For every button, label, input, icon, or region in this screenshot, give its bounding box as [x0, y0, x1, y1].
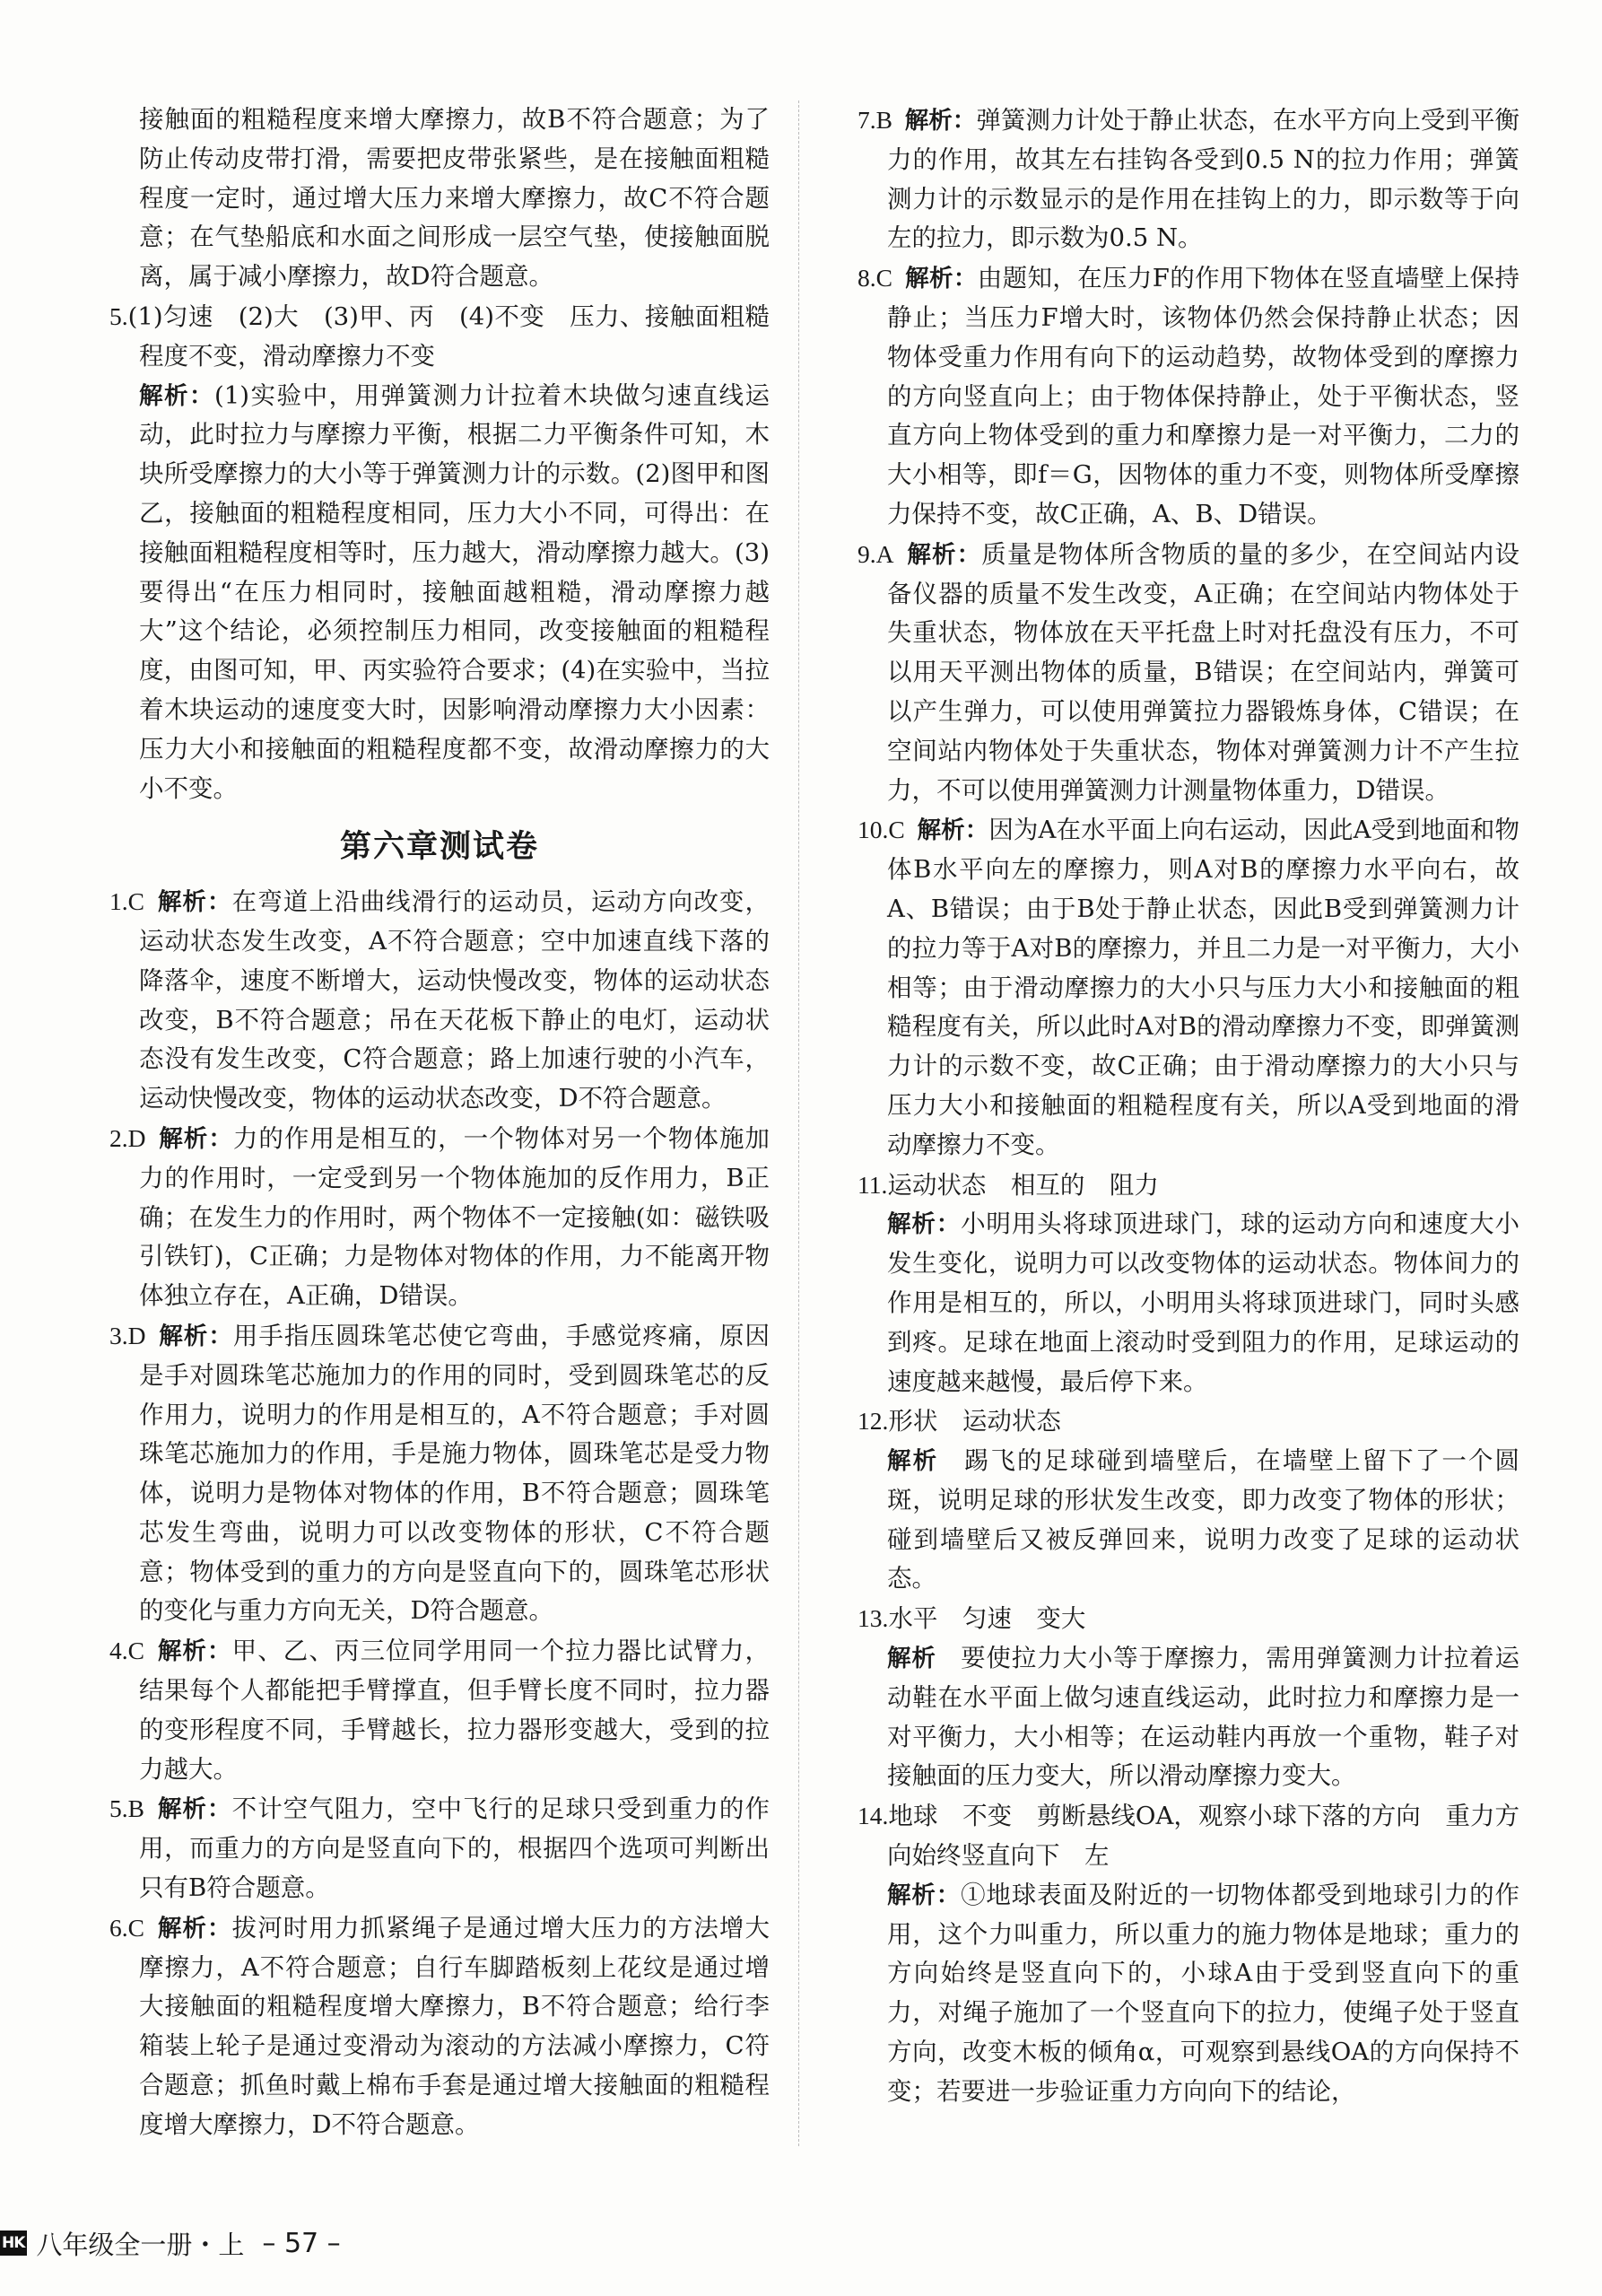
analysis-text: 踢飞的足球碰到墙壁后，在墙壁上留下了一个圆斑，说明足球的形状发生改变，即力改变了物体的形状；碰到墙壁后又被反弹回来，说明力改变了足球的运动状态。	[887, 1446, 1520, 1593]
right-column	[858, 100, 1519, 2112]
question-number: 12.	[858, 1407, 889, 1436]
question-number: 8.C	[858, 264, 892, 292]
left-answer-list	[109, 882, 770, 2145]
analysis-label: 解析	[887, 1645, 962, 1673]
question-number: 6.C	[109, 1913, 144, 1942]
answer-item	[109, 882, 770, 1119]
analysis-label: 解析：	[887, 1881, 962, 1909]
analysis-text: 不计空气阻力，空中飞行的足球只受到重力的作用，而重力的方向是竖直向下的，根据四个选项可判断出只有B符合题意。	[139, 1794, 771, 1903]
question-number: 11.	[858, 1170, 888, 1199]
edition-badge: HK	[0, 2231, 27, 2256]
analysis-text: 力的作用是相互的，一个物体对另一个物体施加力的作用时，一定受到另一个物体施加的反作用力，B正确；在发生力的作用时，两个物体不一定接触(如：磁铁吸引铁钉)，C正确；力是物体对物体的作用，力不能离开物体独立存在，A正确，D错误。	[139, 1123, 770, 1311]
answer-item	[858, 258, 1519, 535]
question-5	[109, 297, 770, 808]
analysis-label: 解析：	[156, 1795, 232, 1824]
analysis-text: 由题知，在压力F的作用下物体在竖直墙壁上保持静止；当压力F增大时，该物体仍然会保持静止状态；因物体受重力作用有向下的运动趋势，故物体受到的摩擦力的方向竖直向上；由于物体保持静止，处于平衡状态，竖直方向上物体受到的重力和摩擦力是一对平衡力，二力的大小相等，即f＝G，因物体的重力不变，则物体所受摩擦力保持不变，故C正确，A、B、D错误。	[887, 264, 1519, 528]
analysis-text: 要使拉力大小等于摩擦力，需用弹簧测力计拉着运动鞋在水平面上做匀速直线运动，此时拉力和摩擦力是一对平衡力，大小相等；在运动鞋内再放一个重物，鞋子对接触面的压力变大，所以滑动摩擦力变大。	[887, 1644, 1519, 1791]
analysis-label: 解析：	[156, 1637, 232, 1666]
question-number: 4.C	[109, 1637, 144, 1665]
question-number: 1.C	[109, 887, 144, 916]
analysis-text: 因为A在水平面上向右运动，因此A受到地面和物体B水平向左的摩擦力，则A对B的摩擦力水平向右，故A、B错误；由于B处于静止状态，因此B受到弹簧测力计的拉力等于A对B的摩擦力，并且二力是一对平衡力，大小相等；由于滑动摩擦力的大小只与压力大小和接触面的粗糙程度有关，所以此时A对B的滑动摩擦力不变，即弹簧测力计的示数不变，故C正确；由于滑动摩擦力的大小只与压力大小和接触面的粗糙程度有关，所以A受到地面的滑动摩擦力不变。	[887, 816, 1520, 1159]
chapter-title: 第六章测试卷	[339, 829, 539, 866]
question-number: 2.D	[109, 1123, 146, 1152]
analysis-text: 质量是物体所含物质的量的多少，在空间站内设备仪器的质量不发生改变，A正确；在空间站内物体处于失重状态，物体放在天平托盘上时对托盘没有压力，不可以用天平测出物体的质量，B错误；在空间站内，弹簧可以产生弹力，可以使用弹簧拉力器锻炼身体，C错误；在空间站内物体处于失重状态，物体对弹簧测力计不产生拉力，不可以使用弹簧测力计测量物体重力，D错误。	[887, 539, 1520, 805]
question-number: 9.A	[858, 539, 894, 568]
left-column	[109, 100, 770, 2145]
analysis-label: 解析：	[156, 888, 232, 917]
answer-text: 运动状态 相互的 阻力	[887, 1170, 1159, 1200]
right-answer-list	[858, 100, 1519, 1165]
question-number: 5.	[109, 301, 128, 330]
answer-text: 地球 不变 剪断悬线OA，观察小球下落的方向 重力方向始终竖直向下 左	[887, 1802, 1519, 1871]
analysis-label: 解析：	[906, 540, 982, 569]
analysis-label: 解析：	[158, 1322, 233, 1350]
fill-in-answer-list	[858, 1165, 1519, 2112]
answer-item	[109, 1789, 770, 1908]
answer-item	[109, 1631, 770, 1789]
question-number: 5.B	[109, 1794, 144, 1823]
analysis-label: 解析：	[887, 1210, 962, 1239]
answer-item	[109, 1119, 770, 1316]
column-divider	[798, 100, 799, 2146]
fill-in-item	[858, 1796, 1519, 2111]
question-number: 13.	[858, 1604, 889, 1633]
analysis-label: 解析：	[904, 265, 978, 293]
analysis-text: 甲、乙、丙三位同学用同一个拉力器比试臂力，结果每个人都能把手臂撑直，但手臂长度不同时，拉力器的变形程度不同，手臂越长，拉力器形变越大，受到的拉力越大。	[139, 1637, 771, 1784]
analysis-text: 拔河时用力抓紧绳子是通过增大压力的方法增大摩擦力，A不符合题意；自行车脚踏板刻上花纹是通过增大接触面的粗糙程度增大摩擦力，B不符合题意；给行李箱装上轮子是通过变滑动为滚动的方法减小摩擦力，C符合题意；抓鱼时戴上棉布手套是通过增大接触面的粗糙程度增大摩擦力，D不符合题意。	[139, 1913, 771, 2139]
page-number: – 57 –	[262, 2227, 341, 2259]
question-number: 14.	[858, 1802, 889, 1830]
page-footer	[0, 2222, 341, 2265]
analysis-text: ①地球表面及附近的一切物体都受到地球引力的作用，这个力叫重力，所以重力的施力物体是地球；重力的方向始终是竖直向下的，小球A由于受到竖直向下的重力，对绳子施加了一个竖直向下的拉力，使绳子处于竖直方向，改变木板的倾角α，可观察到悬线OA的方向保持不变；若要进一步验证重力方向向下的结论，	[887, 1880, 1519, 2106]
answer-item	[109, 1908, 770, 2145]
fill-in-item	[858, 1165, 1519, 1402]
analysis-text: (1)实验中，用弹簧测力计拉着木块做匀速直线运动，此时拉力与摩擦力平衡，根据二力平衡条件可知，木块所受摩擦力的大小等于弹簧测力计的示数。(2)图甲和图乙，接触面的粗糙程度相同，压力大小不同，可得出：在接触面粗糙程度相等时，压力越大，滑动摩擦力越大。(3)要得出“在压力相同时，接触面越粗糙，滑动摩擦力越大”这个结论，必须控制压力相同，改变接触面的粗糙程度，由图可知，甲、丙实验符合要求；(4)在实验中，当拉着木块运动的速度变大时，因影响滑动摩擦力大小因素：压力大小和接触面的粗糙程度都不变，故滑动摩擦力的大小不变。	[139, 380, 771, 803]
answer-item	[858, 100, 1519, 258]
answer-text: 形状 运动状态	[888, 1407, 1061, 1436]
analysis-label: 解析：	[917, 816, 989, 845]
answer-text: (1)匀速 (2)大 (3)甲、丙 (4)不变 压力、接触面粗糙程度不变，滑动摩擦力不变	[127, 301, 770, 371]
analysis-text: 在弯道上沿曲线滑行的运动员，运动方向改变，运动状态发生改变，A不符合题意；空中加速直线下落的降落伞，速度不断增大，运动快慢改变，物体的运动状态改变，B不符合题意；吊在天花板下静止的电灯，运动状态没有发生改变，C符合题意；路上加速行驶的小汽车，运动快慢改变，物体的运动状态改变，D不符合题意。	[139, 887, 771, 1113]
question-number: 3.D	[109, 1321, 146, 1349]
answer-item	[858, 810, 1519, 1165]
answer-text: 水平 匀速 变大	[888, 1604, 1086, 1634]
analysis-label: 解析：	[139, 381, 215, 410]
analysis-text: 用手指压圆珠笔芯使它弯曲，手感觉疼痛，原因是手对圆珠笔芯施加力的作用的同时，受到圆珠笔芯的反作用力，说明力的作用是相互的，A不符合题意；手对圆珠笔芯施加力的作用，手是施力物体，圆珠笔芯是受力物体，说明力是物体对物体的作用，B不符合题意；圆珠笔芯发生弯曲，说明力可以改变物体的形状，C不符合题意；物体受到的重力的方向是竖直向下的，圆珠笔芯形状的变化与重力方向无关，D符合题意。	[139, 1321, 770, 1626]
analysis-label: 解析	[887, 1447, 964, 1476]
analysis-label: 解析：	[904, 107, 977, 135]
question-number: 10.C	[858, 816, 905, 844]
analysis-label: 解析：	[158, 1124, 233, 1153]
intro-paragraph: 接触面的粗糙程度来增大摩擦力，故B不符合题意；为了防止传动皮带打滑，需要把皮带张紧些，是在接触面粗糙程度一定时，通过增大压力来增大摩擦力，故C不符合题意；在气垫船底和水面之间形成一层空气垫，使接触面脱离，属于减小摩擦力，故D符合题意。	[139, 105, 770, 292]
answer-item	[858, 535, 1519, 811]
analysis-text: 弹簧测力计处于静止状态，在水平方向上受到平衡力的作用，故其左右挂钩各受到0.5 N的拉力作用；弹簧测力计的示数显示的是作用在挂钩上的力，即示数等于向左的拉力，即示数为0.5 N。	[887, 106, 1519, 253]
question-number: 7.B	[858, 106, 892, 134]
answer-item	[109, 1316, 770, 1631]
grade-label: 八年级全一册・上	[36, 2229, 245, 2260]
fill-in-item	[858, 1401, 1519, 1599]
fill-in-item	[858, 1599, 1519, 1796]
analysis-label: 解析：	[156, 1914, 232, 1942]
analysis-text: 小明用头将球顶进球门，球的运动方向和速度大小发生变化，说明力可以改变物体的运动状态。物体间力的作用是相互的，所以，小明用头将球顶进球门，同时头感到疼。足球在地面上滚动时受到阻力的作用，足球运动的速度越来越慢，最后停下来。	[887, 1209, 1519, 1396]
